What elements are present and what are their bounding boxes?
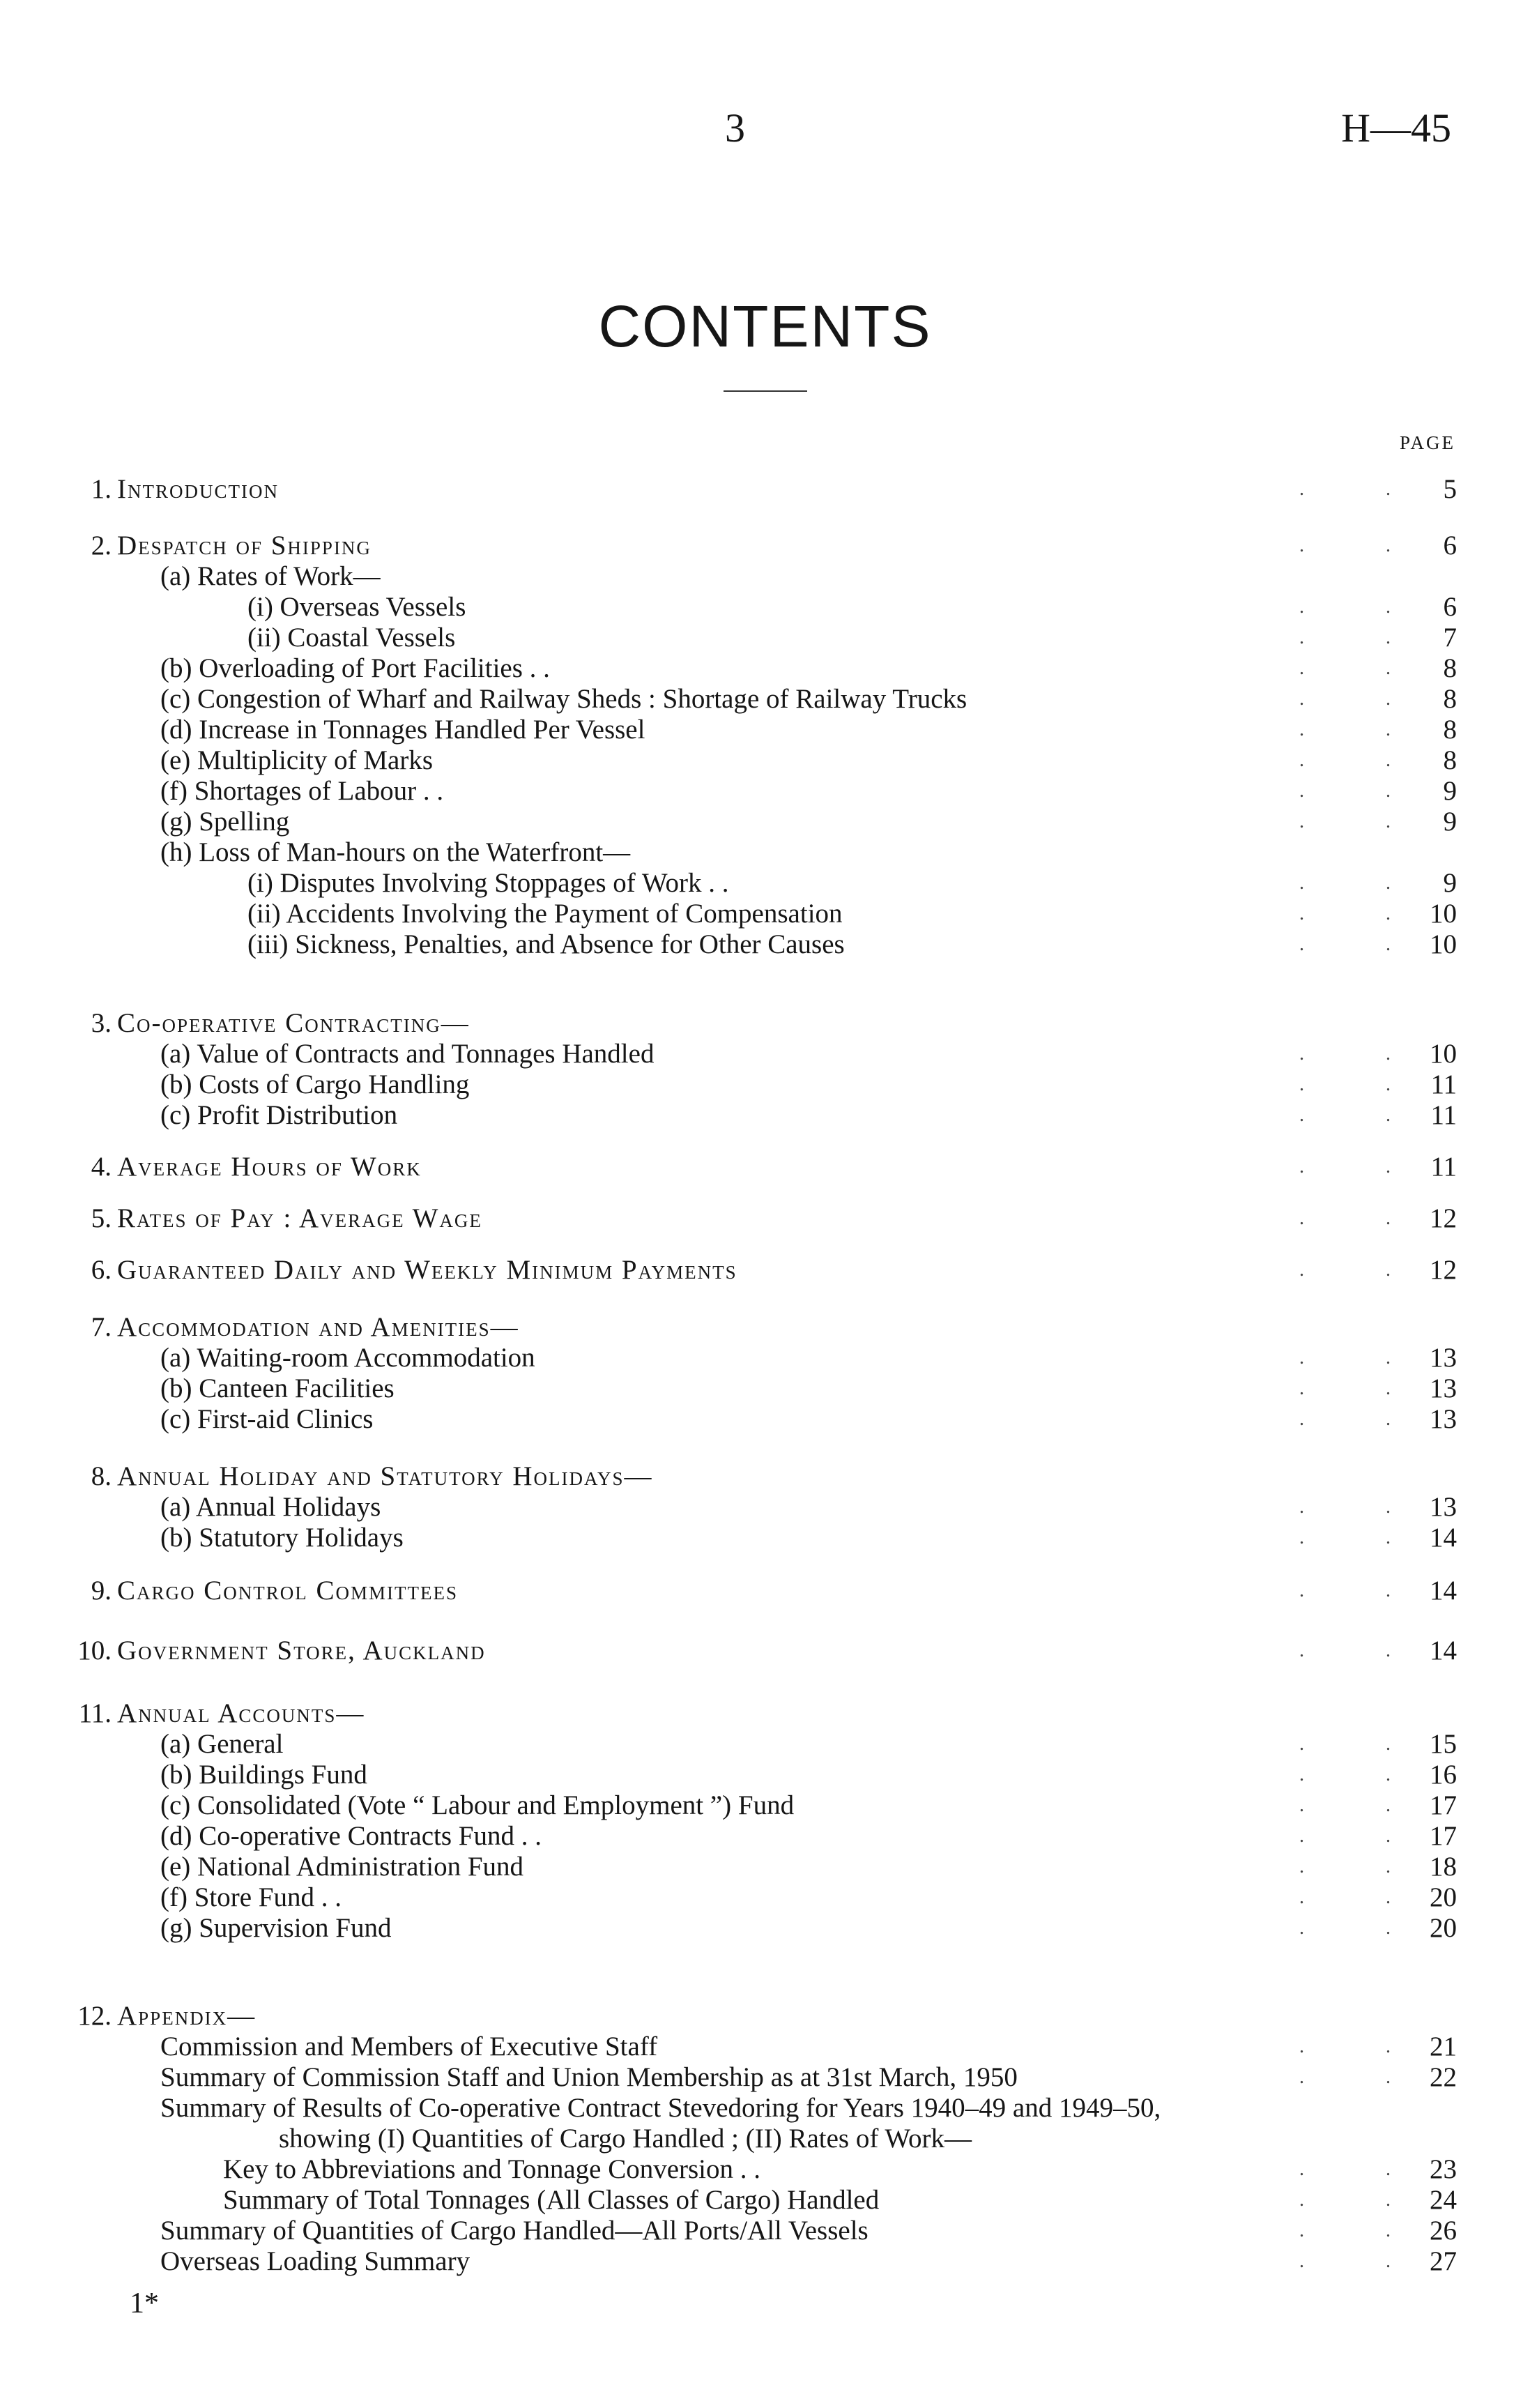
document-code: H—45 (1341, 105, 1451, 151)
toc-entry (0, 1372, 1530, 1405)
toc-entry-label: Overseas Loading Summary (160, 2246, 471, 2276)
toc-entry (0, 2030, 1530, 2064)
toc-entry-label: Government Store, Auckland (117, 1636, 486, 1666)
page-title: CONTENTS (598, 294, 932, 359)
toc-entry-page: 8 (1443, 745, 1457, 775)
toc-entry-label: Summary of Commission Staff and Union Membership as at 31st March, 1950 (160, 2062, 1018, 2092)
toc-entry (0, 867, 1530, 900)
toc-entry-label: (iii) Sickness, Penalties, and Absence for Other Causes (247, 929, 845, 959)
toc-entry-label: Guaranteed Daily and Weekly Minimum Payments (117, 1255, 737, 1285)
toc-entry-label: (a) Annual Holidays (160, 1492, 381, 1522)
toc-entry-page: 20 (1430, 1913, 1457, 1943)
toc-entry (0, 1099, 1530, 1132)
toc-entry (0, 1403, 1530, 1436)
toc-entry (0, 775, 1530, 808)
toc-entry-page: 13 (1430, 1343, 1457, 1373)
dot-leader: . . (1299, 657, 1429, 679)
page-column-label: PAGE (1399, 432, 1455, 453)
dot-leader: . . (1299, 1259, 1429, 1281)
dot-leader: . . (1299, 1527, 1429, 1548)
toc-entry-label: (b) Buildings Fund (160, 1760, 367, 1790)
toc-entry (0, 560, 1530, 593)
toc-entry-page: 13 (1430, 1373, 1457, 1403)
toc-entry (0, 2122, 1530, 2156)
toc-entry-label: Summary of Quantities of Cargo Handled—All Ports/All Vessels (160, 2216, 869, 2246)
toc-entry (0, 2214, 1530, 2248)
dot-leader: . . (1299, 934, 1429, 955)
dot-leader: . . (1299, 1794, 1429, 1816)
toc-entry-number: 6. (91, 1255, 112, 1285)
toc-entry (0, 897, 1530, 931)
toc-entry (0, 621, 1530, 655)
dot-leader: . . (1299, 2066, 1429, 2088)
toc-entry (0, 2061, 1530, 2094)
toc-entry-page: 9 (1443, 776, 1457, 806)
toc-entry (0, 1460, 1530, 1493)
toc-entry-label: showing (I) Quantities of Cargo Handled ; (II) Rates of Work— (279, 2124, 972, 2154)
toc-entry-label: Cargo Control Committees (117, 1576, 459, 1606)
toc-entry (0, 1634, 1530, 1668)
toc-entry (0, 2245, 1530, 2278)
toc-entry (0, 713, 1530, 747)
toc-entry-number: 4. (91, 1152, 112, 1182)
toc-entry (0, 1697, 1530, 1730)
toc-entry-label: Rates of Pay : Average Wage (117, 1203, 482, 1233)
toc-entry-label: (c) Profit Distribution (160, 1100, 398, 1130)
toc-entry-label: (g) Supervision Fund (160, 1913, 392, 1943)
toc-entry-page: 13 (1430, 1492, 1457, 1522)
toc-entry (0, 652, 1530, 685)
toc-entry-label: Co-operative Contracting— (117, 1008, 470, 1038)
dot-leader: . . (1299, 903, 1429, 924)
toc-entry-label: Average Hours of Work (117, 1152, 422, 1182)
toc-entry (0, 2153, 1530, 2186)
dot-leader: . . (1299, 1825, 1429, 1847)
toc-entry-page: 21 (1430, 2032, 1457, 2062)
toc-entry-number: 11. (78, 1698, 112, 1728)
dot-leader: . . (1299, 1733, 1429, 1755)
toc-entry-page: 9 (1443, 868, 1457, 898)
dot-leader: . . (1299, 2250, 1429, 2272)
toc-entry (0, 2091, 1530, 2125)
dot-leader: . . (1299, 719, 1429, 740)
dot-leader: . . (1299, 1640, 1429, 1661)
toc-entry-label: (b) Canteen Facilities (160, 1373, 395, 1403)
toc-entry-number: 12. (77, 2001, 112, 2031)
toc-entry-label: (f) Store Fund . . (160, 1882, 342, 1912)
toc-entry (0, 1007, 1530, 1040)
toc-entry-label: (i) Overseas Vessels (247, 592, 466, 622)
toc-entry-label: Accommodation and Amenities— (117, 1312, 519, 1342)
toc-entry-page: 24 (1430, 2185, 1457, 2215)
dot-leader: . . (1299, 688, 1429, 710)
toc-entry-label: (b) Costs of Cargo Handling (160, 1069, 470, 1099)
dot-leader: . . (1299, 1207, 1429, 1229)
dot-leader: . . (1299, 1856, 1429, 1877)
toc-entry-number: 8. (91, 1461, 112, 1491)
toc-entry-page: 10 (1430, 899, 1457, 929)
dot-leader: . . (1299, 2189, 1429, 2211)
toc-entry-page: 8 (1443, 715, 1457, 745)
toc-entry-page: 14 (1430, 1523, 1457, 1553)
toc-entry (0, 683, 1530, 716)
dot-leader: . . (1299, 2036, 1429, 2057)
toc-entry (0, 1574, 1530, 1608)
toc-entry (0, 1150, 1530, 1184)
toc-entry (0, 1999, 1530, 2033)
toc-entry (0, 1491, 1530, 1524)
toc-entry-label: Annual Holiday and Statutory Holidays— (117, 1461, 653, 1491)
toc-entry (0, 1037, 1530, 1071)
dot-leader: . . (1299, 872, 1429, 894)
toc-entry (0, 928, 1530, 961)
toc-entry-page: 11 (1430, 1069, 1457, 1099)
toc-entry-page: 6 (1443, 531, 1457, 561)
dot-leader: . . (1299, 478, 1429, 500)
toc-entry-label: (e) National Administration Fund (160, 1852, 524, 1882)
dot-leader: . . (1299, 1917, 1429, 1939)
toc-entry-label: (ii) Accidents Involving the Payment of Compensation (247, 899, 843, 929)
dot-leader: . . (1299, 2220, 1429, 2241)
toc-entry-label: Key to Abbreviations and Tonnage Conversion . . (223, 2154, 761, 2184)
toc-entry-label: Summary of Total Tonnages (All Classes of Cargo) Handled (223, 2185, 880, 2215)
toc-entry-page: 13 (1430, 1404, 1457, 1434)
toc-entry-page: 11 (1430, 1152, 1457, 1182)
toc-entry-label: (g) Spelling (160, 807, 290, 837)
toc-entry-page: 12 (1430, 1203, 1457, 1233)
toc-entry-number: 2. (91, 531, 112, 561)
toc-entry-label: (c) Congestion of Wharf and Railway Sheds : Shortage of Railway Trucks (160, 684, 967, 714)
toc-entry-number: 3. (91, 1008, 112, 1038)
toc-entry (0, 2184, 1530, 2217)
toc-entry (0, 744, 1530, 777)
toc-entry-page: 6 (1443, 592, 1457, 622)
toc-entry-label: (e) Multiplicity of Marks (160, 745, 434, 775)
toc-entry-label: Appendix— (117, 2001, 257, 2031)
toc-entry-label: Summary of Results of Co-operative Contract Stevedoring for Years 1940–49 and 1949–50, (160, 2093, 1161, 2123)
toc-entry-page: 10 (1430, 929, 1457, 959)
toc-entry-page: 27 (1430, 2246, 1457, 2276)
dot-leader: . . (1299, 780, 1429, 802)
toc-entry (0, 1202, 1530, 1235)
toc-entry-label: (a) Value of Contracts and Tonnages Handled (160, 1039, 655, 1069)
dot-leader: . . (1299, 1408, 1429, 1430)
toc-entry (0, 1850, 1530, 1884)
dot-leader: . . (1299, 1074, 1429, 1095)
toc-entry (0, 1341, 1530, 1375)
toc-entry-number: 5. (91, 1203, 112, 1233)
toc-entry (0, 590, 1530, 624)
toc-entry-page: 20 (1430, 1882, 1457, 1912)
toc-entry-number: 10. (77, 1636, 112, 1666)
dot-leader: . . (1299, 1104, 1429, 1126)
toc-entry-label: (b) Statutory Holidays (160, 1523, 404, 1553)
toc-entry-label: (i) Disputes Involving Stoppages of Work . . (247, 868, 729, 898)
toc-entry (0, 805, 1530, 839)
toc-entry (0, 1881, 1530, 1914)
toc-entry-page: 5 (1443, 474, 1457, 504)
toc-entry (0, 1820, 1530, 1853)
dot-leader: . . (1299, 1764, 1429, 1785)
toc-entry-label: Despatch of Shipping (117, 531, 372, 561)
toc-entry (0, 1521, 1530, 1555)
toc-entry-page: 9 (1443, 807, 1457, 837)
toc-entry-label: Introduction (117, 474, 279, 504)
dot-leader: . . (1299, 596, 1429, 618)
toc-entry (0, 529, 1530, 563)
dot-leader: . . (1299, 535, 1429, 556)
dot-leader: . . (1299, 1156, 1429, 1178)
toc-entry-page: 22 (1430, 2062, 1457, 2092)
toc-entry-label: (d) Increase in Tonnages Handled Per Vessel (160, 715, 645, 745)
toc-entry-number: 9. (91, 1576, 112, 1606)
toc-entry-page: 12 (1430, 1255, 1457, 1285)
toc-entry (0, 836, 1530, 869)
title-rule (724, 390, 807, 392)
dot-leader: . . (1299, 1378, 1429, 1399)
toc-entry-label: (a) General (160, 1729, 284, 1759)
toc-entry (0, 1311, 1530, 1344)
dot-leader: . . (1299, 811, 1429, 832)
toc-entry (0, 1253, 1530, 1287)
toc-entry-page: 15 (1430, 1729, 1457, 1759)
toc-entry-page: 14 (1430, 1576, 1457, 1606)
toc-entry-page: 16 (1430, 1760, 1457, 1790)
dot-leader: . . (1299, 1580, 1429, 1601)
toc-entry-label: (a) Waiting-room Accommodation (160, 1343, 535, 1373)
toc-entry-page: 8 (1443, 653, 1457, 683)
toc-entry-page: 23 (1430, 2154, 1457, 2184)
toc-entry-page: 17 (1430, 1790, 1457, 1820)
toc-entry-label: (f) Shortages of Labour . . (160, 776, 444, 806)
toc-entry-page: 18 (1430, 1852, 1457, 1882)
dot-leader: . . (1299, 1887, 1429, 1908)
toc-entry (0, 1912, 1530, 1945)
page-number: 3 (725, 105, 745, 151)
toc-entry-page: 8 (1443, 684, 1457, 714)
toc-entry-label: (h) Loss of Man-hours on the Waterfront— (160, 837, 631, 867)
toc-entry-label: (d) Co-operative Contracts Fund . . (160, 1821, 542, 1851)
dot-leader: . . (1299, 1496, 1429, 1518)
dot-leader: . . (1299, 627, 1429, 648)
dot-leader: . . (1299, 1043, 1429, 1065)
dot-leader: . . (1299, 1347, 1429, 1369)
toc-entry (0, 473, 1530, 506)
toc-entry-label: Annual Accounts— (117, 1698, 365, 1728)
toc-entry-label: (c) First-aid Clinics (160, 1404, 374, 1434)
signature-mark: 1* (130, 2287, 159, 2319)
toc-entry (0, 1068, 1530, 1102)
dot-leader: . . (1299, 749, 1429, 771)
toc-entry-label: (b) Overloading of Port Facilities . . (160, 653, 550, 683)
toc-entry-label: (ii) Coastal Vessels (247, 623, 456, 653)
toc-entry-page: 11 (1430, 1100, 1457, 1130)
toc-entry-page: 17 (1430, 1821, 1457, 1851)
toc-entry (0, 1758, 1530, 1792)
toc-entry-label: Commission and Members of Executive Staff (160, 2032, 658, 2062)
toc-entry-page: 14 (1430, 1636, 1457, 1666)
toc-entry-label: (a) Rates of Work— (160, 561, 381, 591)
toc-entry-page: 7 (1443, 623, 1457, 653)
toc-entry-label: (c) Consolidated (Vote “ Labour and Employment ”) Fund (160, 1790, 795, 1820)
toc-entry (0, 1789, 1530, 1822)
dot-leader: . . (1299, 2158, 1429, 2180)
toc-entry-page: 10 (1430, 1039, 1457, 1069)
toc-entry-page: 26 (1430, 2216, 1457, 2246)
toc-entry-number: 7. (91, 1312, 112, 1342)
toc-entry-number: 1. (91, 474, 112, 504)
toc-entry (0, 1728, 1530, 1761)
